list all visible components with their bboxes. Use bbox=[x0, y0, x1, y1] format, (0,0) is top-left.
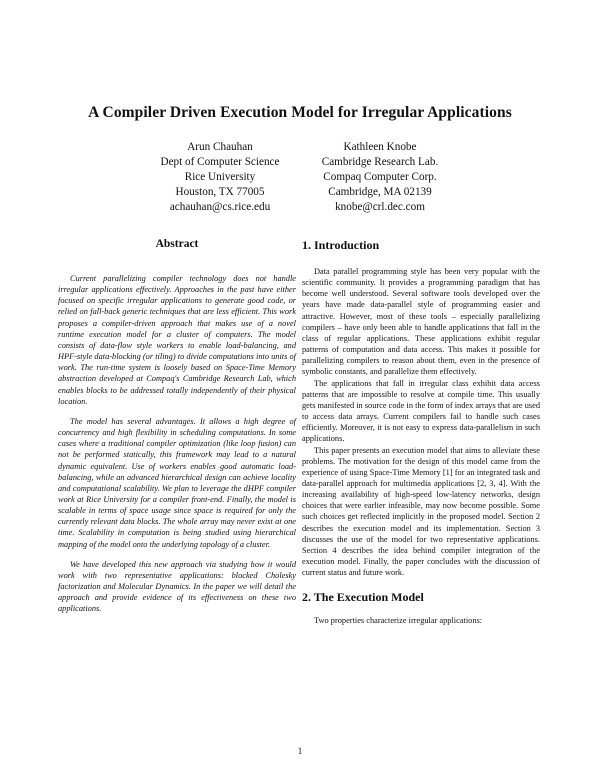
body-paragraph: The applications that fall in irregular class exhibit data access patterns that are impossible to resolve at compile time. This usually gets manifested in source code in the form of index arrays that are used to access data arrays. Current compilers fail to handle such cases efficiently. Moreover, it is not easy to express data-parallelism in such applications. bbox=[302, 378, 540, 444]
author-organization: Rice University bbox=[184, 171, 256, 183]
body-paragraph: This paper presents an execution model that aims to alleviate these problems. The motivation for the design of this model came from the experience of using Space-Time Memory [1] for an integrated task and data-parallel approach for multimedia applications [2, 3, 4]. With the increasing availability of high-speed low-latency networks, design choices that were earlier infeasible, may now become possible. Some such choices get reflected implicitly in the proposed model. Section 2 describes the execution model and its implementation. Section 3 discusses the use of the model for two representative applications. Section 4 describes the idea behind compiler integration of the execution model. Finally, the paper concludes with the discussion of current status and future work. bbox=[302, 445, 540, 578]
body-paragraph: Data parallel programming style has been very popular with the scientific community. It provides a programming paradigm that has become well understood. Several software tools developed over the years have made data-parallel style of programming easier and attractive. However, most of these tools – especially parallelizing compilers – have only been able to handle applications that fall in the class of regular applications. These applications exhibit regular patterns of computation and data access. This makes it possible for parallelizing compilers to reason about them, even in the presence of symbolic constants, and parallelize them effectively. bbox=[302, 267, 540, 377]
author-email: achauhan@cs.rice.edu bbox=[169, 201, 271, 213]
author-name: Arun Chauhan bbox=[187, 141, 253, 153]
abstract-heading: Abstract bbox=[155, 238, 199, 250]
abstract-paragraph: Current parallelizing compiler technology does not handle irregular applications effectively. Approaches in the past have either focused on specific irregular applications to generate good code, or relied on fall-back generic techniques that are less efficient. This work proposes a compiler-driven approach that makes use of a novel runtime execution model for a cluster of computers. The model consists of data-flow style workers to enable load-balancing, and HPF-style data-blocking (or tiling) to divide computations into units of work. The run-time system is loosely based on Space-Time Memory abstraction developed at Compaq's Cambridge Research Lab, which enables blocks to be addressed totally independently of their physical location. bbox=[58, 274, 296, 406]
page-number: 1 bbox=[297, 746, 303, 756]
paper-title: A Compiler Driven Execution Model for Irregular Applications bbox=[88, 104, 512, 121]
left-column bbox=[58, 238, 296, 624]
abstract-paragraph: We have developed this new approach via studying how it would work with two representative applications: blocked Cholesky factorization and Molecular Dynamics. In the paper we will detail the approach and provide evidence of its effectiveness on these two applications. bbox=[58, 559, 296, 614]
author-email: knobe@crl.dec.com bbox=[335, 201, 425, 213]
author-department: Cambridge Research Lab. bbox=[321, 156, 439, 168]
section-heading-execution-model: 2. The Execution Model bbox=[302, 590, 424, 605]
author-organization: Compaq Computer Corp. bbox=[323, 171, 437, 183]
abstract-paragraph: The model has several advantages. It allows a high degree of concurrency and high flexibility in scheduling computations. In some cases where a traditional compiler optimization (like loop fusion) can not be performed statically, this framework may lead to a natural dynamic equivalent. Use of workers enables good automatic load-balancing, while an advanced hierarchical design can achieve locality and computational scalability. We plan to leverage the dHPF compiler work at Rice University for a compiler front-end. Finally, the model is scalable in terms of space usage since space is required for only the currently relevant data blocks. The whole array may never exist at one time. Scalability in computation is being studied using hierarchical mapping of the model onto the underlying topology of a cluster. bbox=[58, 416, 296, 549]
body-paragraph: Two properties characterize irregular applications: bbox=[314, 616, 483, 626]
author-location: Houston, TX 77005 bbox=[175, 186, 265, 198]
author-name: Kathleen Knobe bbox=[343, 141, 417, 153]
author-location: Cambridge, MA 02139 bbox=[328, 186, 432, 198]
author-block-2 bbox=[300, 140, 460, 215]
right-column bbox=[302, 238, 540, 627]
section-heading-introduction: 1. Introduction bbox=[302, 238, 380, 252]
author-department: Dept of Computer Science bbox=[160, 156, 280, 168]
author-block-1 bbox=[140, 140, 300, 215]
